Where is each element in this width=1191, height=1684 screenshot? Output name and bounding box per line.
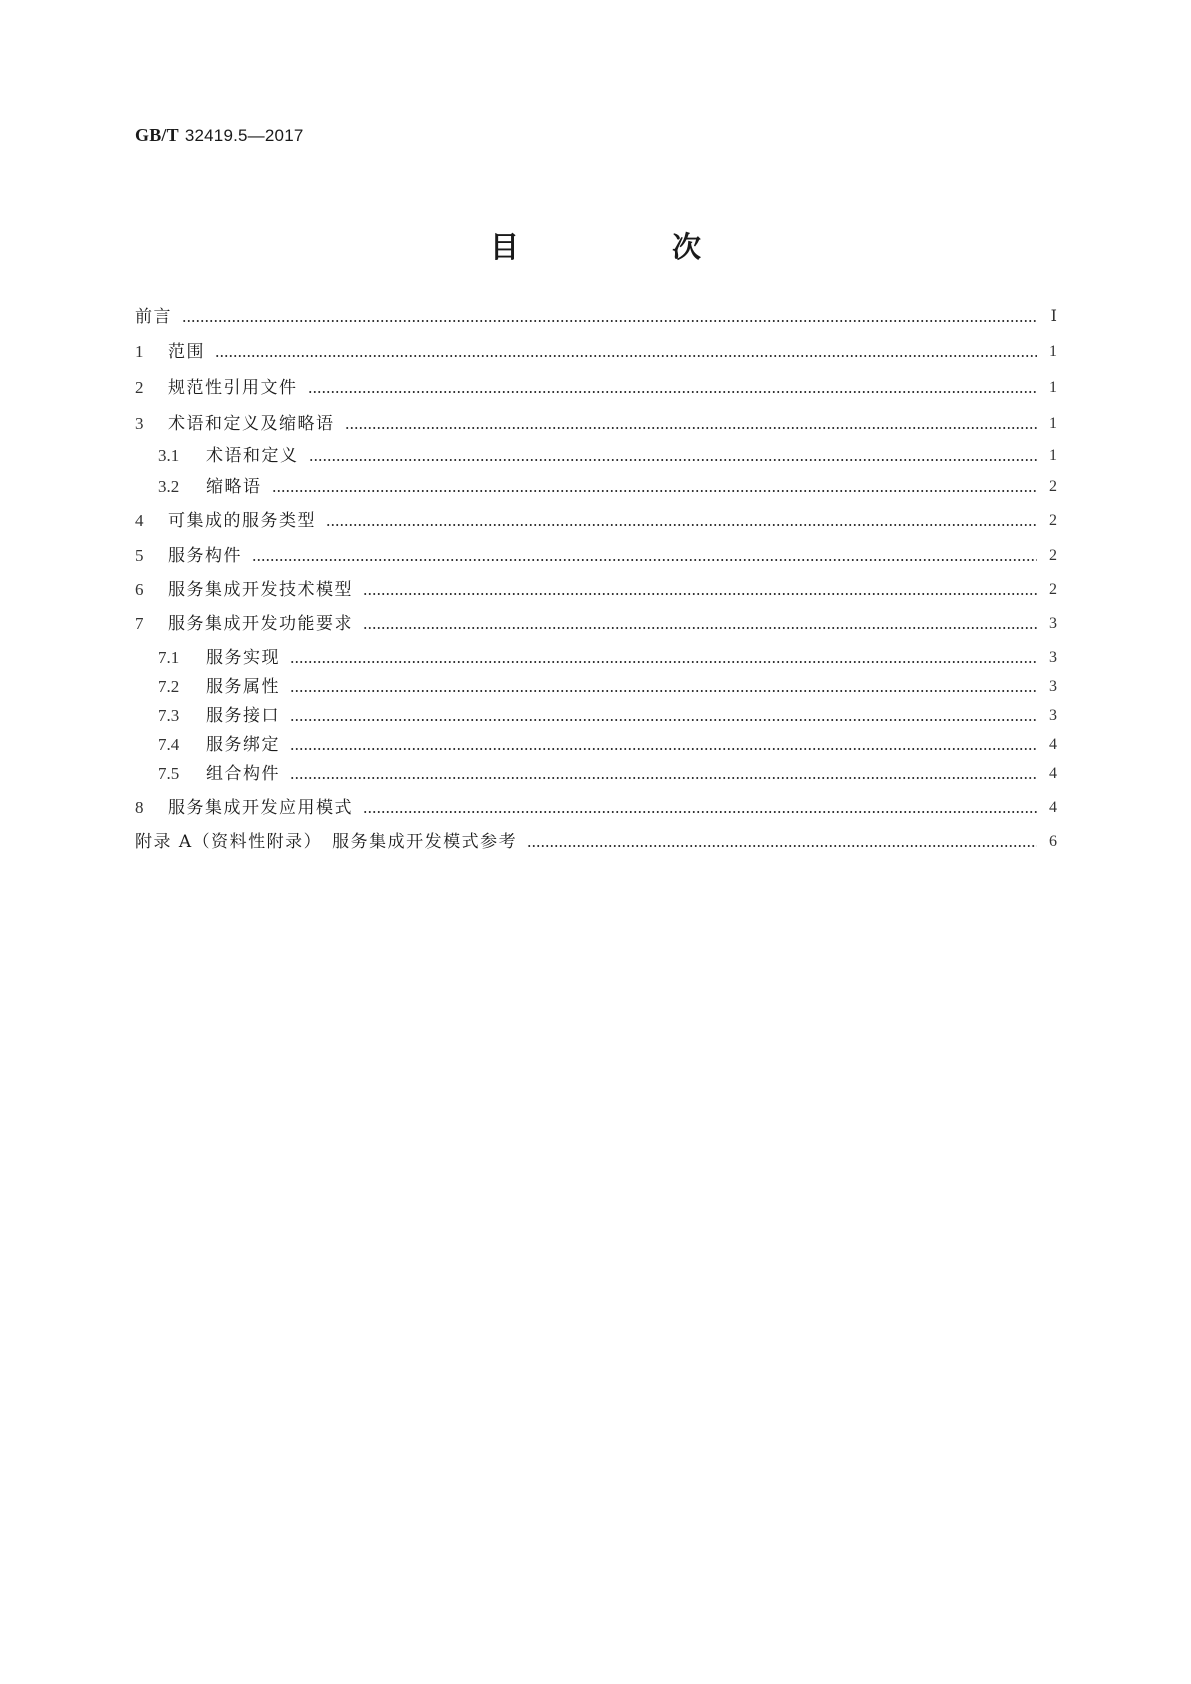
toc-dot-leader: [272, 475, 1038, 499]
toc-entry-3-1[interactable]: [158, 444, 1057, 468]
toc-entry-label: 术语和定义: [206, 446, 299, 466]
toc-entry-page: 2: [1049, 581, 1057, 598]
toc-entry-page: 4: [1049, 799, 1057, 816]
toc-entry-label: 附录 A（资料性附录） 服务集成开发模式参考: [135, 832, 518, 852]
toc-entry-number: 8: [135, 798, 144, 817]
page-title: 目 次: [489, 230, 763, 264]
toc-dot-leader: [290, 704, 1037, 728]
toc-entry-number: 2: [135, 378, 144, 397]
toc-entry-7-2[interactable]: [158, 675, 1057, 699]
toc-entry-label: 服务绑定: [206, 735, 280, 755]
toc-dot-leader: [345, 412, 1038, 436]
toc-entry-page: 1: [1049, 415, 1057, 432]
toc-entry-page: 3: [1049, 707, 1057, 724]
toc-entry-page: 2: [1049, 478, 1057, 495]
toc-entry-number: 7.1: [158, 648, 180, 667]
toc-entry-number: 3: [135, 414, 144, 433]
toc-entry-3-2[interactable]: [158, 475, 1057, 499]
toc-entry-7-1[interactable]: [158, 646, 1057, 670]
toc-entry-number: 1: [135, 342, 144, 361]
toc-entry-number: 7.5: [158, 764, 180, 783]
toc-entry-number: 7.2: [158, 677, 180, 696]
toc-dot-leader: [182, 305, 1037, 329]
toc-entry-page: 6: [1049, 833, 1057, 850]
toc-entry-page: 3: [1049, 678, 1057, 695]
toc-dot-leader: [215, 340, 1037, 364]
toc-entry-page: 1: [1049, 343, 1057, 360]
toc-entry-appendix-a[interactable]: [135, 830, 1057, 854]
toc-entry-page: 4: [1049, 736, 1057, 753]
toc-entry-number: 7: [135, 614, 144, 633]
toc-entry-8[interactable]: [135, 796, 1057, 820]
toc-dot-leader: [363, 612, 1037, 636]
standard-number: 32419.5—2017: [184, 126, 304, 145]
toc-dot-leader: [252, 544, 1037, 568]
toc-entry-label: 前言: [135, 307, 172, 327]
toc-entry-2[interactable]: [135, 376, 1057, 400]
toc-entry-7-4[interactable]: [158, 733, 1057, 757]
toc-entry-1[interactable]: [135, 340, 1057, 364]
toc-entry-label: 服务属性: [206, 677, 280, 697]
toc-entry-label: 缩略语: [206, 477, 262, 497]
toc-entry-3[interactable]: [135, 412, 1057, 436]
toc-entry-number: 6: [135, 580, 144, 599]
toc-entry-7-3[interactable]: [158, 704, 1057, 728]
toc-entry-number: 7.3: [158, 706, 180, 725]
toc-entry-number: 7.4: [158, 735, 180, 754]
toc-dot-leader: [326, 509, 1037, 533]
toc-entry-page: 3: [1049, 615, 1057, 632]
toc-dot-leader: [290, 646, 1037, 670]
toc-dot-leader: [290, 733, 1037, 757]
toc-entry-number: 5: [135, 546, 144, 565]
toc-dot-leader: [308, 376, 1038, 400]
toc-entry-label: 服务接口: [206, 706, 280, 726]
toc-entry-page: 4: [1049, 765, 1057, 782]
standard-prefix: GB/T: [135, 125, 179, 145]
toc-entry-label: 服务集成开发应用模式: [168, 798, 353, 818]
toc-entry-label: 服务集成开发技术模型: [168, 580, 353, 600]
toc-entry-label: 术语和定义及缩略语: [168, 414, 335, 434]
toc-dot-leader: [290, 762, 1037, 786]
toc-dot-leader: [363, 578, 1037, 602]
toc-entry-number: 3.1: [158, 446, 180, 465]
toc-entry-foreword[interactable]: [135, 305, 1057, 329]
toc-entry-label: 服务实现: [206, 648, 280, 668]
toc-entry-5[interactable]: [135, 544, 1057, 568]
toc-entry-page: 1: [1049, 379, 1057, 396]
toc-entry-label: 服务集成开发功能要求: [168, 614, 353, 634]
toc-entry-page: 3: [1049, 649, 1057, 666]
toc-entry-7-5[interactable]: [158, 762, 1057, 786]
toc-dot-leader: [363, 796, 1037, 820]
toc-entry-7[interactable]: [135, 612, 1057, 636]
toc-entry-4[interactable]: [135, 509, 1057, 533]
toc-entry-number: 3.2: [158, 477, 180, 496]
toc-entry-label: 可集成的服务类型: [168, 511, 316, 531]
toc-entry-page: 1: [1049, 447, 1057, 464]
toc-entry-number: 4: [135, 511, 144, 530]
toc-dot-leader: [309, 444, 1038, 468]
toc-dot-leader: [290, 675, 1037, 699]
toc-dot-leader: [527, 830, 1037, 854]
toc-entry-label: 规范性引用文件: [168, 378, 298, 398]
toc-entry-label: 组合构件: [206, 764, 280, 784]
toc-entry-label: 范围: [168, 342, 205, 362]
toc-entry-6[interactable]: [135, 578, 1057, 602]
toc-entry-page: 2: [1049, 547, 1057, 564]
toc-entry-page: 2: [1049, 512, 1057, 529]
toc-entry-label: 服务构件: [168, 546, 242, 566]
toc-entry-page: Ⅰ: [1050, 308, 1057, 325]
